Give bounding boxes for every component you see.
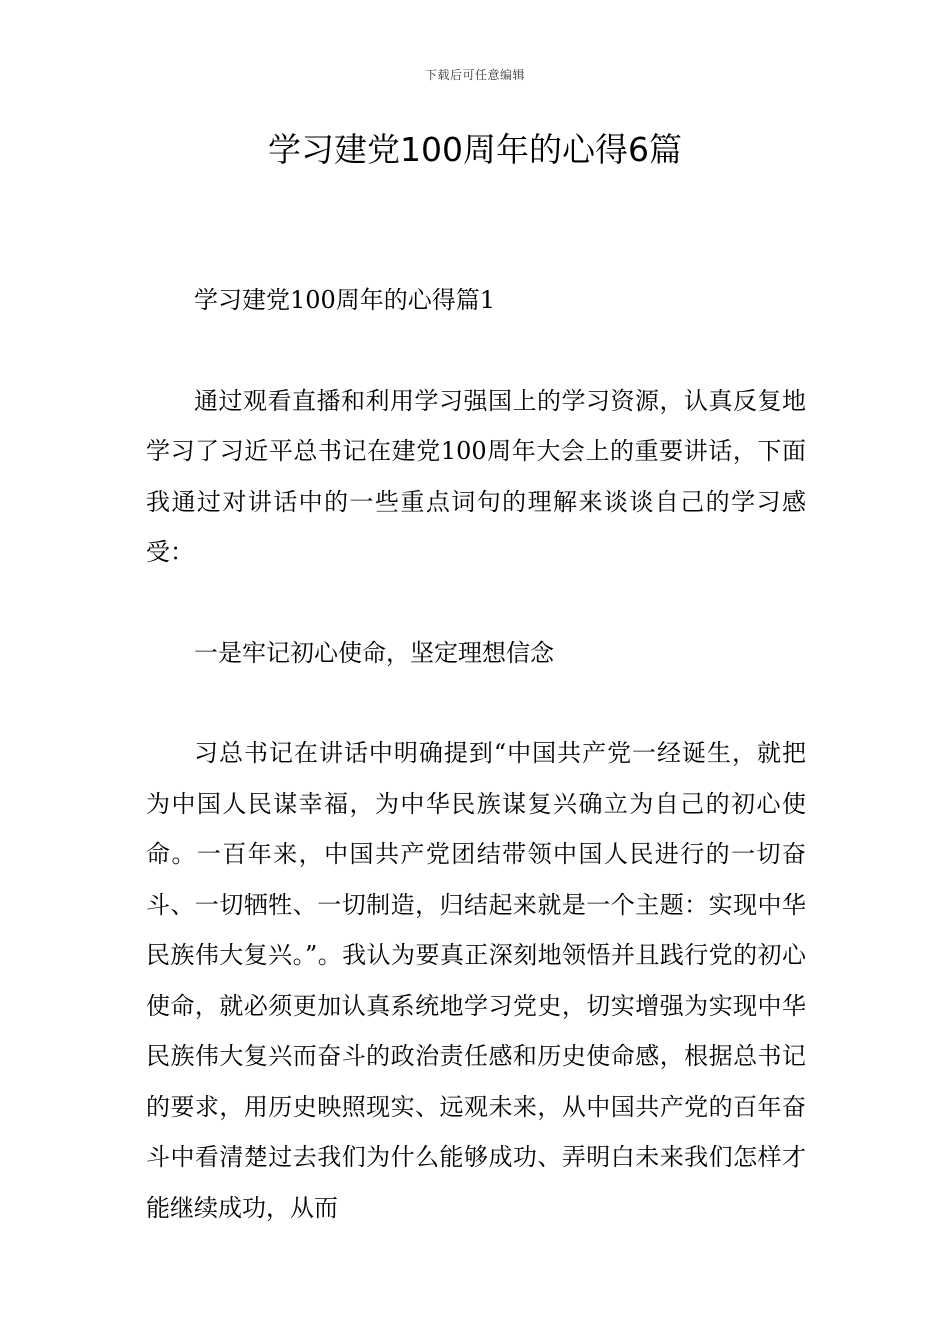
paragraph-subheading: 一是牢记初心使命，坚定理想信念 [194, 638, 554, 667]
document-title: 学习建党100周年的心得6篇 [268, 130, 682, 169]
header-note: 下载后可任意编辑 [424, 68, 525, 82]
section-heading: 学习建党100周年的心得篇1 [194, 286, 496, 314]
paragraph-main: 习总书记在讲话中明确提到“中国共产党一经诞生，就把为中国人民谋幸福，为中华民族谋复兴确立为自己的初心使命。一百年来，中国共产党团结带领中国人民进行的一切奋斗、一切牺牲、一切制造，归结起来就是一个主题：实现中华民族伟大复兴。”。我认为要真正深刻地领悟并且践行党的初心使命，就必须更加认真系统地学习党史，切实增强为实现中华民族伟大复兴而奋斗的政治责任感和历史使命感，根据总书记的要求，用历史映照现实、远观未来，从中国共产党的百年奋斗中看清楚过去我们为什么能够成功、弄明白未来我们怎样才能继续成功，从而 [146, 739, 806, 1222]
paragraph-intro: 通过观看直播和利用学习强国上的学习资源，认真反复地学习了习近平总书记在建党100周年大会上的重要讲话，下面我通过对讲话中的一些重点词句的理解来谈谈自己的学习感受： [146, 386, 806, 566]
document-body [146, 275, 806, 1233]
